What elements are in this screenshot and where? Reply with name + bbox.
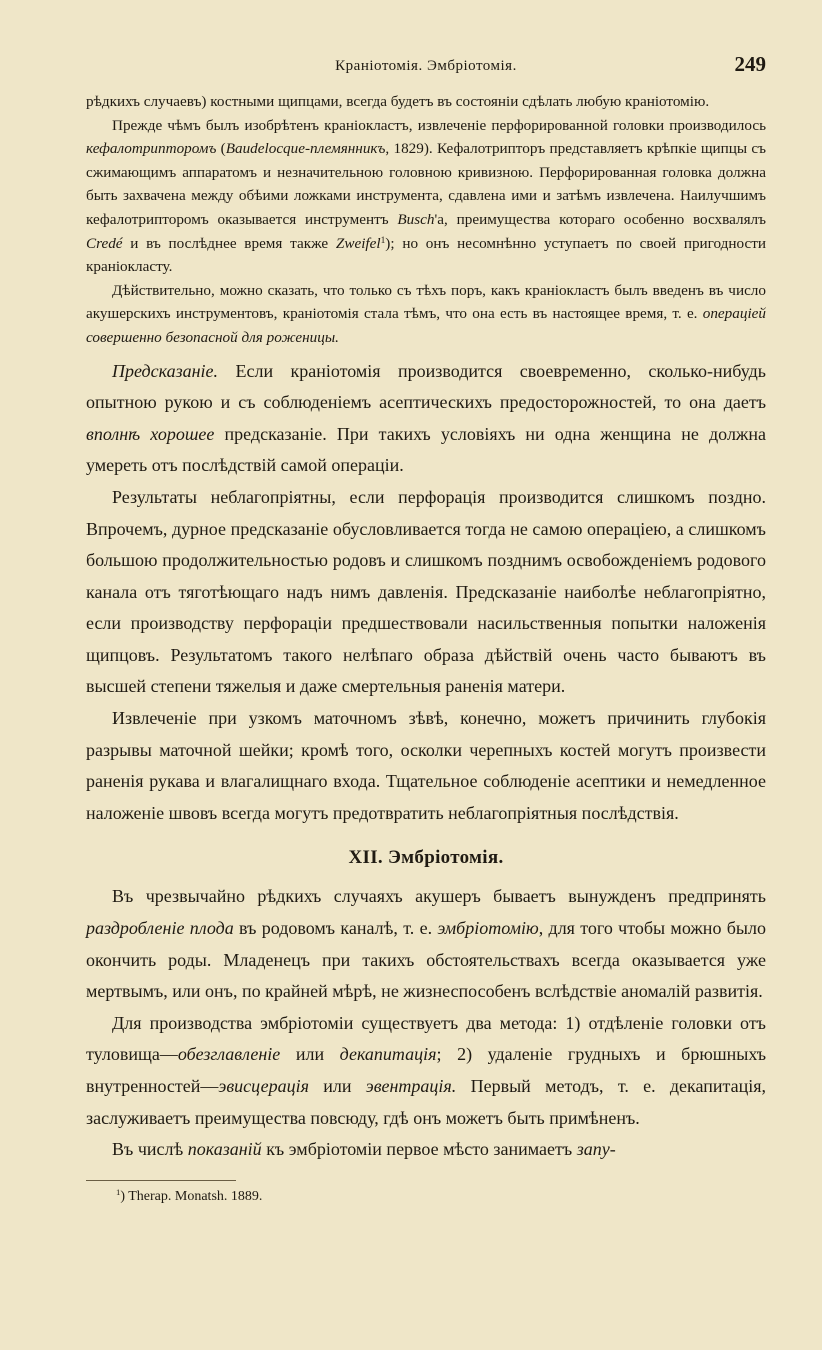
section-craniotomy-end: [86, 90, 766, 350]
page-body: [86, 90, 766, 1205]
footnote-ref: 1: [380, 235, 386, 246]
author-name: Credé: [86, 234, 123, 252]
paragraph: Результаты неблагопріятны, если перфорація производится слишкомъ поздно. Впрочемъ, дурное предсказаніе обусловливается тогда не самою операціею, а слишкомъ большою продолжительностью родовъ и слишкомъ позднимъ освобожденіемъ родового канала отъ тяготѣющаго надъ нимъ давленія. Предсказаніе наиболѣе неблагопріятно, если производству перфораціи предшествовали насильственныя попытки наложенія щипцовъ. Результатомъ такого нелѣпаго образа дѣйствій очень часто бываютъ въ высшей степени тяжелыя и даже смертельныя раненія матери.: [86, 486, 766, 697]
paragraph: Дѣйствительно, можно сказать, что только съ тѣхъ поръ, какъ краніокластъ былъ введенъ въ число акушерскихъ инструментовъ, краніотомія стала тѣмъ, что она есть въ настоящее время, т. е. операціей совершенно безопасной для роженицы.: [86, 281, 766, 346]
emphasis: эмбріотомію: [437, 918, 539, 939]
footnote-marker: 1: [116, 1187, 121, 1198]
page-header: [86, 52, 766, 86]
footnote-divider: [86, 1180, 236, 1181]
paragraph: Прежде чѣмъ былъ изобрѣтенъ краніокластъ, извлеченіе перфорированной головки производилось кефалотрипторомъ (Baudelocque-племянникъ, 1829). Кефалотрипторъ представляетъ крѣпкіе щипцы съ сжимающимъ аппаратомъ и незначительною головною кривизною. Перфорированная головка должна быть захвачена между обѣими ложками инструмента, сдавлена ими и затѣмъ извлечена. Наилучшимъ кефалотрипторомъ оказывается инструментъ Busch'а, преимущества котораго особенно восхвалялъ Credé и въ послѣднее время также Zweifel$^1$); но онъ несомнѣнно уступаетъ по своей пригодности краніокласту.: [86, 116, 767, 276]
emphasis: Baudelocque-племянникъ: [225, 140, 386, 158]
emphasis: эвисцерація: [218, 1076, 309, 1096]
emphasis: запу-: [576, 1139, 616, 1160]
paragraph: Извлеченіе при узкомъ маточномъ зѣвѣ, конечно, можетъ причинить глубокія разрывы маточной шейки; кромѣ того, осколки черепныхъ костей могутъ произвести раненія рукава и влагалищнаго входа. Тщательное соблюденіе асептики и немедленное наложеніе швовъ всегда могутъ предотвратить неблагопріятныя послѣдствія.: [86, 708, 766, 823]
emphasis: вполнѣ хорошее: [86, 423, 215, 444]
section-title: XII. Эмбріотомія.: [348, 847, 504, 869]
paragraph: Предсказаніе. Если краніотомія производится своевременно, сколько-нибудь опытною рукою и съ соблюденіемъ асептическихъ предосторожностей, то она даетъ вполнѣ хорошее предсказаніе. При такихъ условіяхъ ни одна женщина не должна умереть отъ послѣдствій самой операціи.: [86, 360, 766, 476]
emphasis: обезглавленіе: [177, 1044, 281, 1065]
author-name: Busch: [397, 210, 435, 228]
emphasis: кефалотрипторомъ: [86, 140, 217, 158]
page-number: 249: [734, 52, 766, 76]
paragraph: Для производства эмбріотоміи существуетъ два метода: 1) отдѣленіе головки отъ туловища—обезглавленіе или декапитація; 2) удаленіе грудныхъ и брюшныхъ внутренностей—эвисцерація или эвентрація. Первый методъ, т. е. декапитація, заслуживаетъ преимущества повсюду, гдѣ онъ можетъ быть примѣненъ.: [86, 1012, 766, 1128]
paragraph-heading: Предсказаніе.: [112, 360, 219, 381]
emphasis: декапитація: [339, 1044, 437, 1065]
paragraph: Въ чрезвычайно рѣдкихъ случаяхъ акушеръ бываетъ вынужденъ предпринять раздробленіе плода въ родовомъ каналѣ, т. е. эмбріотомію, для того чтобы можно было окончить роды. Младенецъ при такихъ обстоятельствахъ всегда оказывается уже мертвымъ, или онъ, по крайней мѣрѣ, не жизнеспособенъ вслѣдствіе аномалій развитія.: [86, 886, 767, 1002]
author-name: Zweifel: [335, 234, 381, 252]
emphasis: операціей совершенно безопасной для роженицы.: [86, 305, 766, 346]
running-head: Краніотомія. Эмбріотомія.: [335, 58, 517, 74]
emphasis: раздробленіе плода: [86, 918, 234, 939]
emphasis: показаній: [187, 1139, 262, 1160]
footnote: $^1$) Therap. Monatsh. 1889.: [116, 1187, 263, 1204]
paragraph: рѣдкихъ случаевъ) костными щипцами, всегда будетъ въ состояніи сдѣлать любую краніотомію.: [86, 93, 710, 110]
section-prognosis: [86, 356, 766, 1166]
paragraph: Въ числѣ показаній къ эмбріотоміи первое мѣсто занимаетъ запу-: [112, 1139, 616, 1160]
emphasis: эвентрація.: [365, 1076, 457, 1096]
